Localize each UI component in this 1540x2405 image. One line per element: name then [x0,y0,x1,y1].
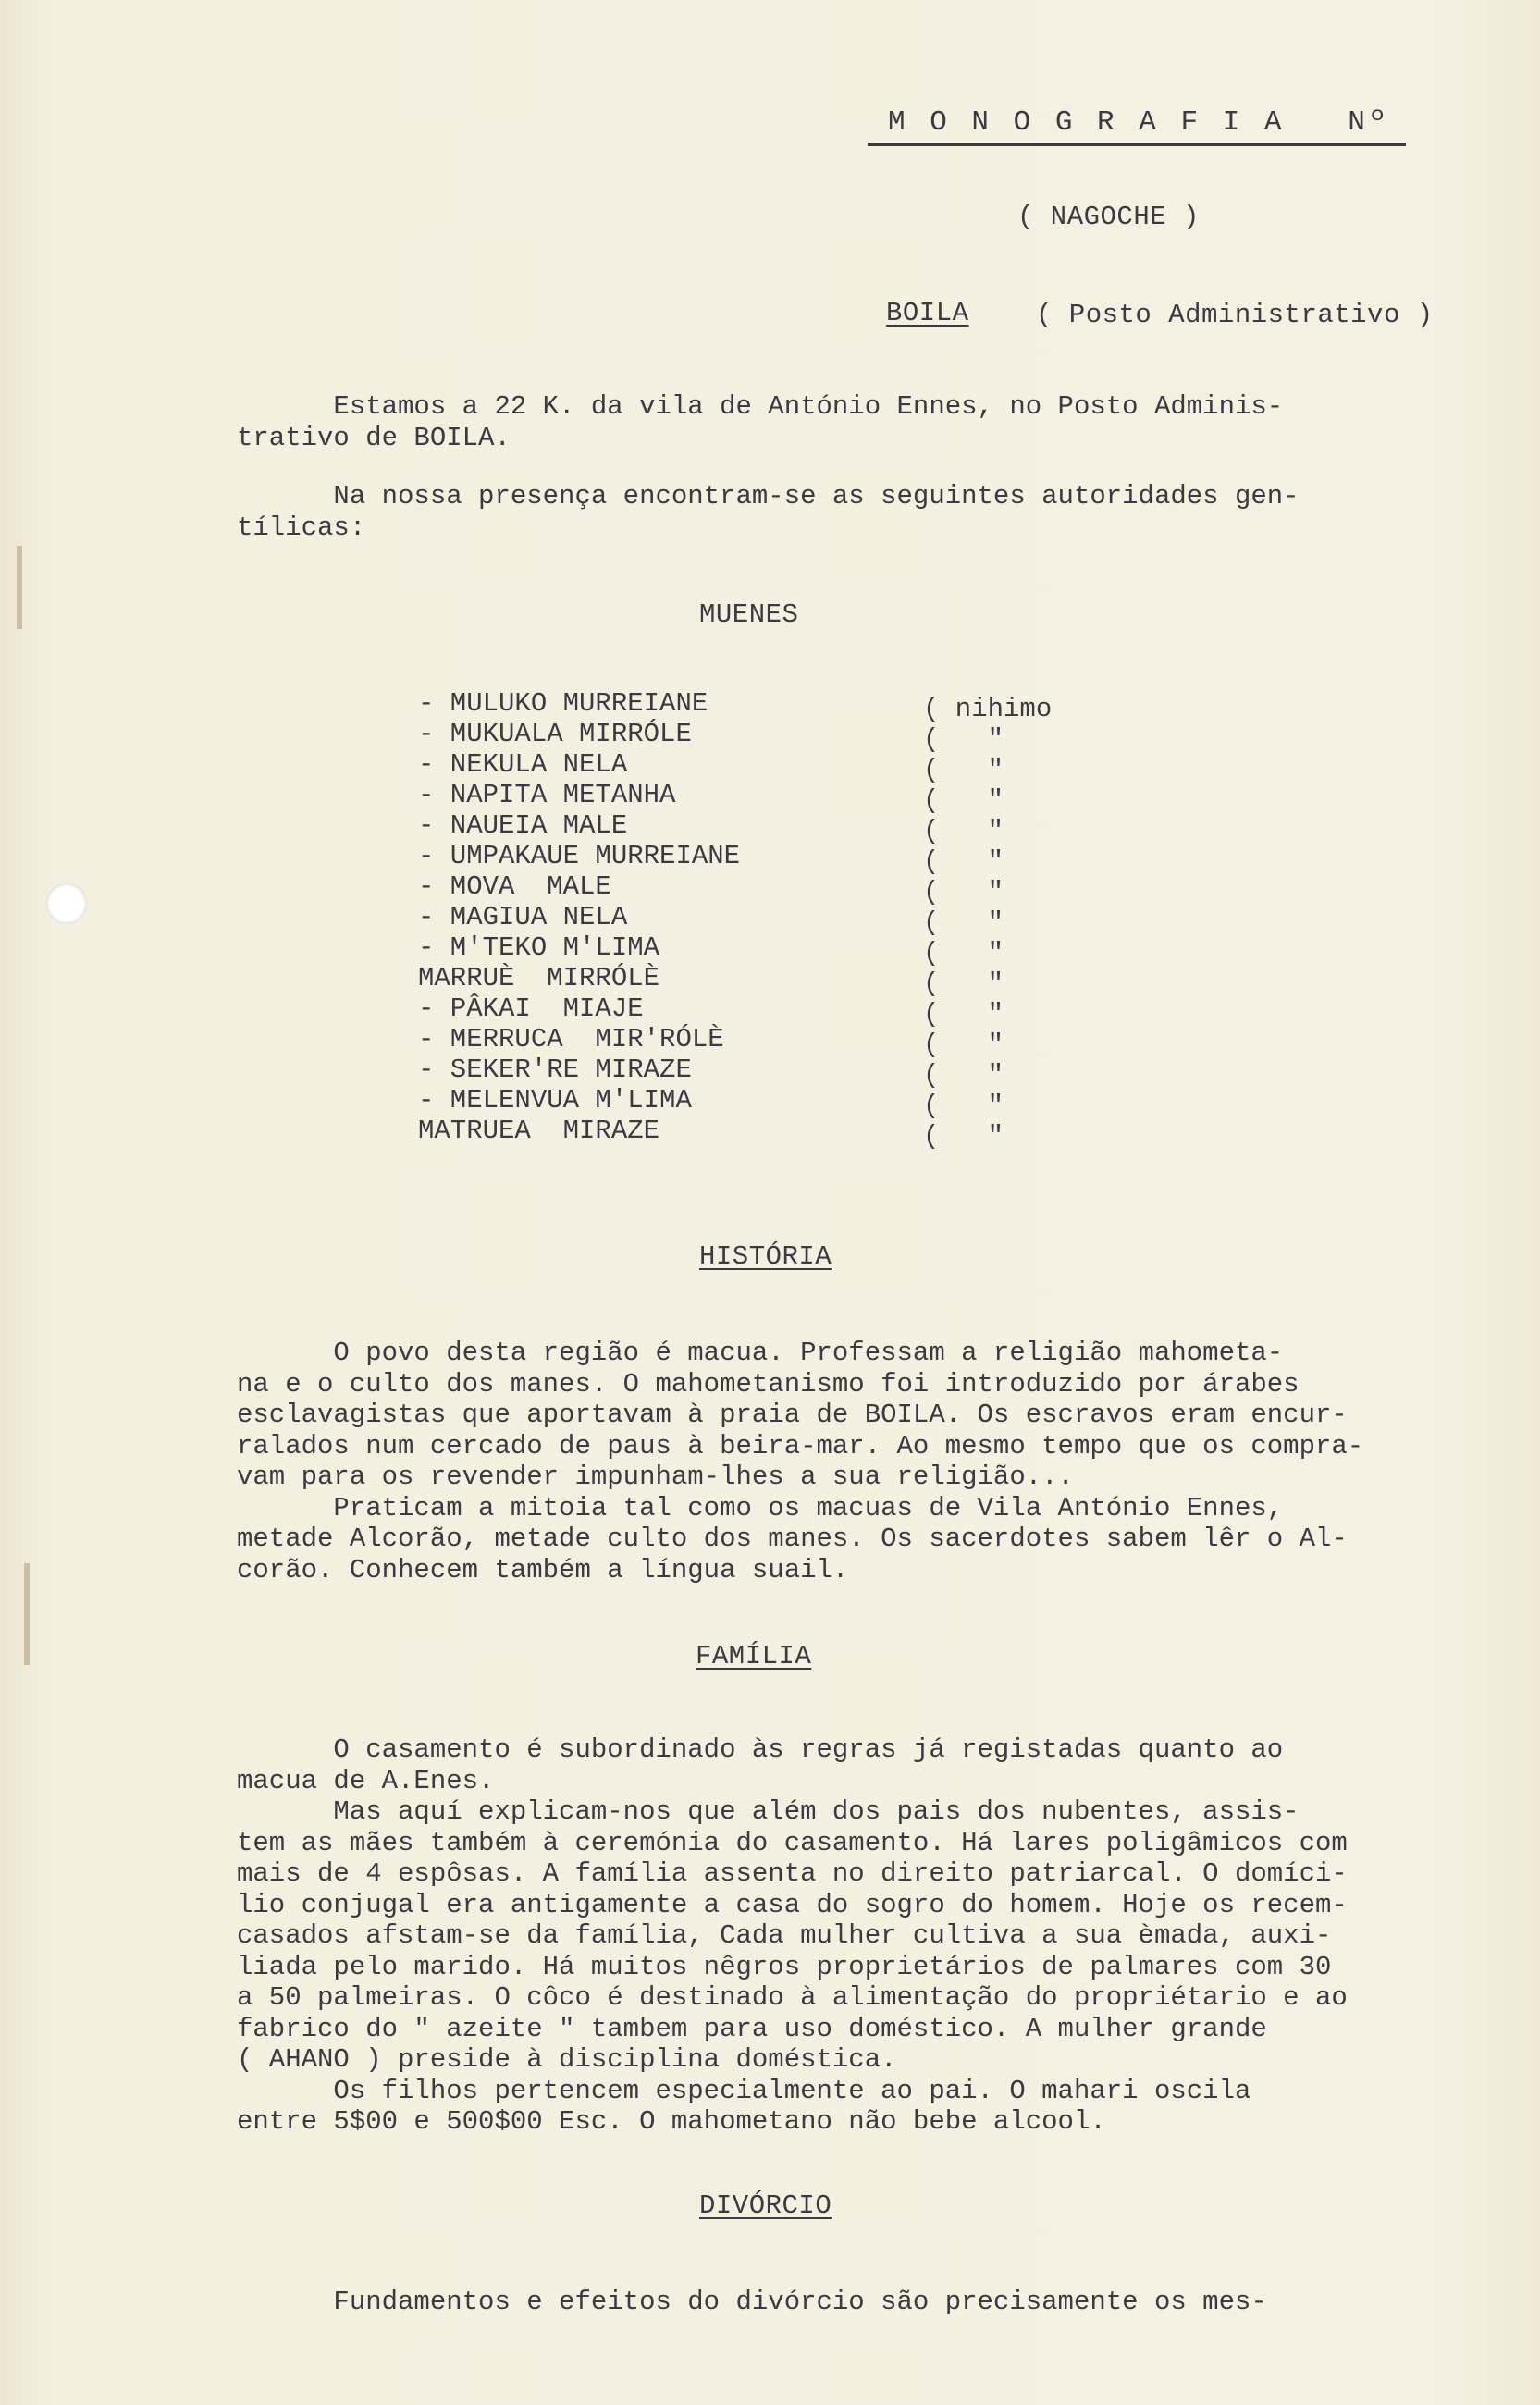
divorcio-paragraph: Fundamentos e efeitos do divórcio são precisamente os mes- [237,2287,1267,2317]
list-item-note: ( " [923,785,1004,816]
list-item: - M'TEKO M'LIMA [418,932,660,963]
list-item-note: ( " [923,816,1004,846]
historia-heading: HISTÓRIA [699,1241,832,1272]
paper-mark [24,1563,30,1665]
divorcio-heading: DIVÓRCIO [699,2190,832,2221]
punch-hole-icon [46,883,87,924]
paper-mark [17,546,22,629]
list-item-note: ( " [923,907,1004,938]
familia-heading: FAMÍLIA [696,1641,812,1671]
familia-paragraph: O casamento é subordinado às regras já registadas quanto ao macua de A.Enes. Mas aquí explicam-nos que além dos pais dos nubentes, assis- tem as mães também à ceremónia do casamento. Há lares poligâmicos com mais de 4 espôsas. A família assenta no direito patriarcal. O domíci- lio conjugal era antigamente a casa do sogro do homem. Hoje os recem- casados afstam-se da família, Cada mulher cultiva a sua èmada, auxi- liada pelo marido. Há muitos nêgros proprietários de palmares com 30 a 50 palmeiras. O côco é destinado à alimentação do propriétario e ao fabrico do " azeite " tambem para uso doméstico. A mulher grande ( AHANO ) preside à disciplina doméstica. Os filhos pertencem especialmente ao pai. O mahari oscila entre 5$00 e 500$00 Esc. O mahometano não bebe alcool. [237,1734,1348,2137]
list-item: - UMPAKAUE MURREIANE [418,841,741,871]
list-item-note: ( " [923,724,1004,755]
list-item: MARRUÈ MIRRÓLÈ [418,963,660,993]
list-item-note: ( " [923,1030,1004,1060]
list-item: - MOVA MALE [418,871,611,902]
subtitle: ( NAGOCHE ) [1017,202,1200,232]
list-item-note: ( " [923,1060,1004,1091]
list-item: - NAUEIA MALE [418,810,628,841]
list-item-note: ( " [923,968,1004,999]
historia-paragraph: O povo desta região é macua. Professam a religião mahometa- na e o culto dos manes. O mahometanismo foi introduzido por árabes esclavagistas que aportavam à praia de BOILA. Os escravos eram encur- ralados num cercado de paus à beira-mar. Ao mesmo tempo que os compra- vam para os revender impunham-lhes a sua religião... Praticam a mitoia tal como os macuas de Vila António Ennes, metade Alcorão, metade culto dos manes. Os sacerdotes sabem lêr o Al- corão. Conhecem também a língua suail. [237,1338,1364,1585]
list-item-note: ( " [923,846,1004,877]
list-item: - MUKUALA MIRRÓLE [418,719,692,749]
list-item: - MELENVUA M'LIMA [418,1085,692,1116]
list-item: - NAPITA METANHA [418,780,676,810]
list-item-note: ( nihimo [923,694,1053,724]
place-name: BOILA [886,298,969,328]
title-underline [868,143,1406,146]
list-item-note: ( " [923,1091,1004,1121]
list-item: - PÂKAI MIAJE [418,993,644,1024]
list-item: - MERRUCA MIR'RÓLÈ [418,1024,724,1054]
muenes-heading: MUENES [699,599,799,630]
place-note: ( Posto Administrativo ) [1036,300,1434,330]
list-item: MATRUEA MIRAZE [418,1116,660,1146]
list-item: - NEKULA NELA [418,749,628,780]
intro-paragraph-1: Estamos a 22 K. da vila de António Ennes, no Posto Adminis- trativo de BOILA. [237,391,1284,453]
list-item-note: ( " [923,877,1004,907]
list-item-note: ( " [923,755,1004,785]
intro-paragraph-2: Na nossa presença encontram-se as seguintes autoridades gen- tílicas: [237,481,1300,543]
list-item: - MULUKO MURREIANE [418,688,708,719]
list-item-note: ( " [923,938,1004,968]
document-title: M O N O G R A F I A Nº [888,106,1390,139]
list-item: - MAGIUA NELA [418,902,628,932]
list-item-note: ( " [923,999,1004,1030]
list-item-note: ( " [923,1121,1004,1152]
list-item: - SEKER'RE MIRAZE [418,1054,692,1085]
